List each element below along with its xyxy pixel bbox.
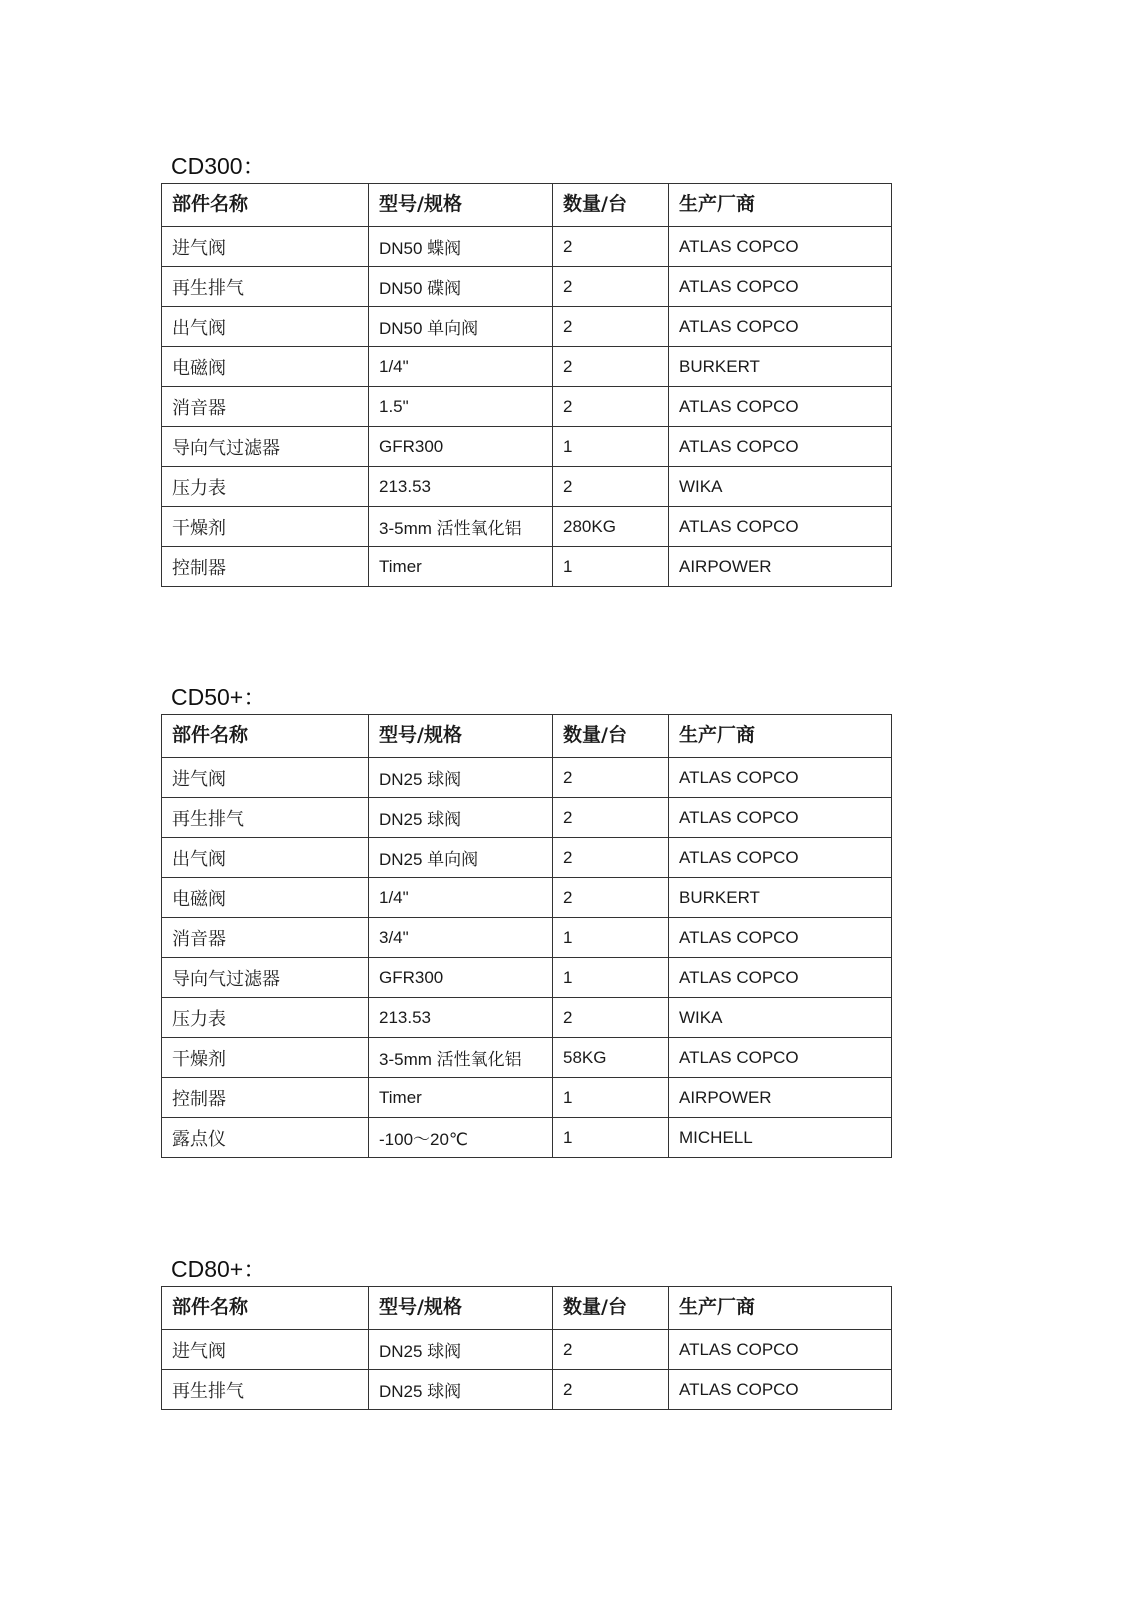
- table-row: [162, 467, 892, 507]
- quantity-cell: 2: [553, 307, 669, 347]
- part-name-cell: 干燥剂: [162, 507, 369, 547]
- manufacturer-cell: ATLAS COPCO: [669, 838, 892, 878]
- manufacturer-cell: ATLAS COPCO: [669, 918, 892, 958]
- model-spec-cell: DN25 单向阀: [369, 838, 553, 878]
- quantity-cell: 280KG: [553, 507, 669, 547]
- table-row: [162, 838, 892, 878]
- model-spec-cell: 213.53: [369, 998, 553, 1038]
- part-name-cell: 进气阀: [162, 227, 369, 267]
- header-quantity: 数量/台: [553, 715, 669, 758]
- quantity-cell: 2: [553, 838, 669, 878]
- part-name-cell: 再生排气: [162, 1370, 369, 1410]
- header-part-name: 部件名称: [162, 184, 369, 227]
- model-spec-cell: DN25 球阀: [369, 798, 553, 838]
- table-row: [162, 507, 892, 547]
- header-model-spec: 型号/规格: [369, 184, 553, 227]
- quantity-cell: 2: [553, 387, 669, 427]
- table-row: [162, 1370, 892, 1410]
- model-spec-cell: Timer: [369, 547, 553, 587]
- table-header-row: [162, 715, 892, 758]
- quantity-cell: 2: [553, 467, 669, 507]
- part-name-cell: 压力表: [162, 467, 369, 507]
- part-name-cell: 消音器: [162, 918, 369, 958]
- manufacturer-cell: WIKA: [669, 467, 892, 507]
- part-name-cell: 压力表: [162, 998, 369, 1038]
- model-spec-cell: 1.5": [369, 387, 553, 427]
- manufacturer-cell: BURKERT: [669, 347, 892, 387]
- model-spec-cell: 1/4": [369, 878, 553, 918]
- manufacturer-cell: ATLAS COPCO: [669, 1038, 892, 1078]
- table-row: [162, 998, 892, 1038]
- table-row: [162, 227, 892, 267]
- model-spec-cell: 1/4": [369, 347, 553, 387]
- part-name-cell: 露点仪: [162, 1118, 369, 1158]
- header-part-name: 部件名称: [162, 1287, 369, 1330]
- model-spec-cell: DN25 球阀: [369, 758, 553, 798]
- quantity-cell: 1: [553, 427, 669, 467]
- model-spec-cell: DN50 蝶阀: [369, 227, 553, 267]
- manufacturer-cell: AIRPOWER: [669, 1078, 892, 1118]
- part-name-cell: 控制器: [162, 547, 369, 587]
- model-spec-cell: DN25 球阀: [369, 1370, 553, 1410]
- table-row: [162, 1118, 892, 1158]
- part-name-cell: 再生排气: [162, 267, 369, 307]
- manufacturer-cell: MICHELL: [669, 1118, 892, 1158]
- quantity-cell: 2: [553, 227, 669, 267]
- manufacturer-cell: ATLAS COPCO: [669, 758, 892, 798]
- section-cd50plus: [161, 680, 891, 1158]
- header-quantity: 数量/台: [553, 1287, 669, 1330]
- table-row: [162, 347, 892, 387]
- model-spec-cell: -100～20℃: [369, 1118, 553, 1158]
- quantity-cell: 2: [553, 758, 669, 798]
- part-name-cell: 干燥剂: [162, 1038, 369, 1078]
- part-name-cell: 电磁阀: [162, 347, 369, 387]
- part-name-cell: 进气阀: [162, 1330, 369, 1370]
- quantity-cell: 1: [553, 547, 669, 587]
- manufacturer-cell: WIKA: [669, 998, 892, 1038]
- quantity-cell: 2: [553, 267, 669, 307]
- quantity-cell: 2: [553, 878, 669, 918]
- manufacturer-cell: BURKERT: [669, 878, 892, 918]
- quantity-cell: 1: [553, 1118, 669, 1158]
- section-title: CD300：: [171, 153, 266, 179]
- part-name-cell: 再生排气: [162, 798, 369, 838]
- parts-table: [161, 1286, 892, 1410]
- table-row: [162, 958, 892, 998]
- header-quantity: 数量/台: [553, 184, 669, 227]
- manufacturer-cell: ATLAS COPCO: [669, 958, 892, 998]
- part-name-cell: 导向气过滤器: [162, 427, 369, 467]
- model-spec-cell: 3-5mm 活性氧化铝: [369, 507, 553, 547]
- model-spec-cell: 213.53: [369, 467, 553, 507]
- part-name-cell: 出气阀: [162, 838, 369, 878]
- table-row: [162, 427, 892, 467]
- manufacturer-cell: ATLAS COPCO: [669, 307, 892, 347]
- header-model-spec: 型号/规格: [369, 715, 553, 758]
- part-name-cell: 控制器: [162, 1078, 369, 1118]
- table-row: [162, 1038, 892, 1078]
- quantity-cell: 1: [553, 958, 669, 998]
- parts-table: [161, 183, 892, 587]
- parts-table: [161, 714, 892, 1158]
- table-row: [162, 798, 892, 838]
- model-spec-cell: DN50 单向阀: [369, 307, 553, 347]
- model-spec-cell: 3/4": [369, 918, 553, 958]
- manufacturer-cell: ATLAS COPCO: [669, 227, 892, 267]
- header-part-name: 部件名称: [162, 715, 369, 758]
- model-spec-cell: DN25 球阀: [369, 1330, 553, 1370]
- header-manufacturer: 生产厂商: [669, 715, 892, 758]
- quantity-cell: 2: [553, 998, 669, 1038]
- quantity-cell: 2: [553, 1370, 669, 1410]
- section-cd300: [161, 149, 891, 587]
- table-row: [162, 387, 892, 427]
- table-row: [162, 918, 892, 958]
- section-title: CD50+：: [171, 684, 267, 710]
- manufacturer-cell: ATLAS COPCO: [669, 267, 892, 307]
- model-spec-cell: DN50 碟阀: [369, 267, 553, 307]
- table-row: [162, 1078, 892, 1118]
- quantity-cell: 58KG: [553, 1038, 669, 1078]
- model-spec-cell: 3-5mm 活性氧化铝: [369, 1038, 553, 1078]
- manufacturer-cell: AIRPOWER: [669, 547, 892, 587]
- part-name-cell: 进气阀: [162, 758, 369, 798]
- manufacturer-cell: ATLAS COPCO: [669, 1330, 892, 1370]
- part-name-cell: 电磁阀: [162, 878, 369, 918]
- model-spec-cell: Timer: [369, 1078, 553, 1118]
- table-row: [162, 307, 892, 347]
- model-spec-cell: GFR300: [369, 958, 553, 998]
- table-row: [162, 1330, 892, 1370]
- manufacturer-cell: ATLAS COPCO: [669, 507, 892, 547]
- quantity-cell: 2: [553, 1330, 669, 1370]
- table-row: [162, 547, 892, 587]
- header-manufacturer: 生产厂商: [669, 1287, 892, 1330]
- manufacturer-cell: ATLAS COPCO: [669, 387, 892, 427]
- table-row: [162, 878, 892, 918]
- quantity-cell: 2: [553, 347, 669, 387]
- table-header-row: [162, 184, 892, 227]
- quantity-cell: 1: [553, 918, 669, 958]
- header-manufacturer: 生产厂商: [669, 184, 892, 227]
- part-name-cell: 消音器: [162, 387, 369, 427]
- table-row: [162, 758, 892, 798]
- part-name-cell: 出气阀: [162, 307, 369, 347]
- header-model-spec: 型号/规格: [369, 1287, 553, 1330]
- manufacturer-cell: ATLAS COPCO: [669, 798, 892, 838]
- table-row: [162, 267, 892, 307]
- quantity-cell: 2: [553, 798, 669, 838]
- part-name-cell: 导向气过滤器: [162, 958, 369, 998]
- table-header-row: [162, 1287, 892, 1330]
- section-title: CD80+：: [171, 1256, 267, 1282]
- model-spec-cell: GFR300: [369, 427, 553, 467]
- section-cd80plus: [161, 1252, 891, 1410]
- manufacturer-cell: ATLAS COPCO: [669, 427, 892, 467]
- quantity-cell: 1: [553, 1078, 669, 1118]
- manufacturer-cell: ATLAS COPCO: [669, 1370, 892, 1410]
